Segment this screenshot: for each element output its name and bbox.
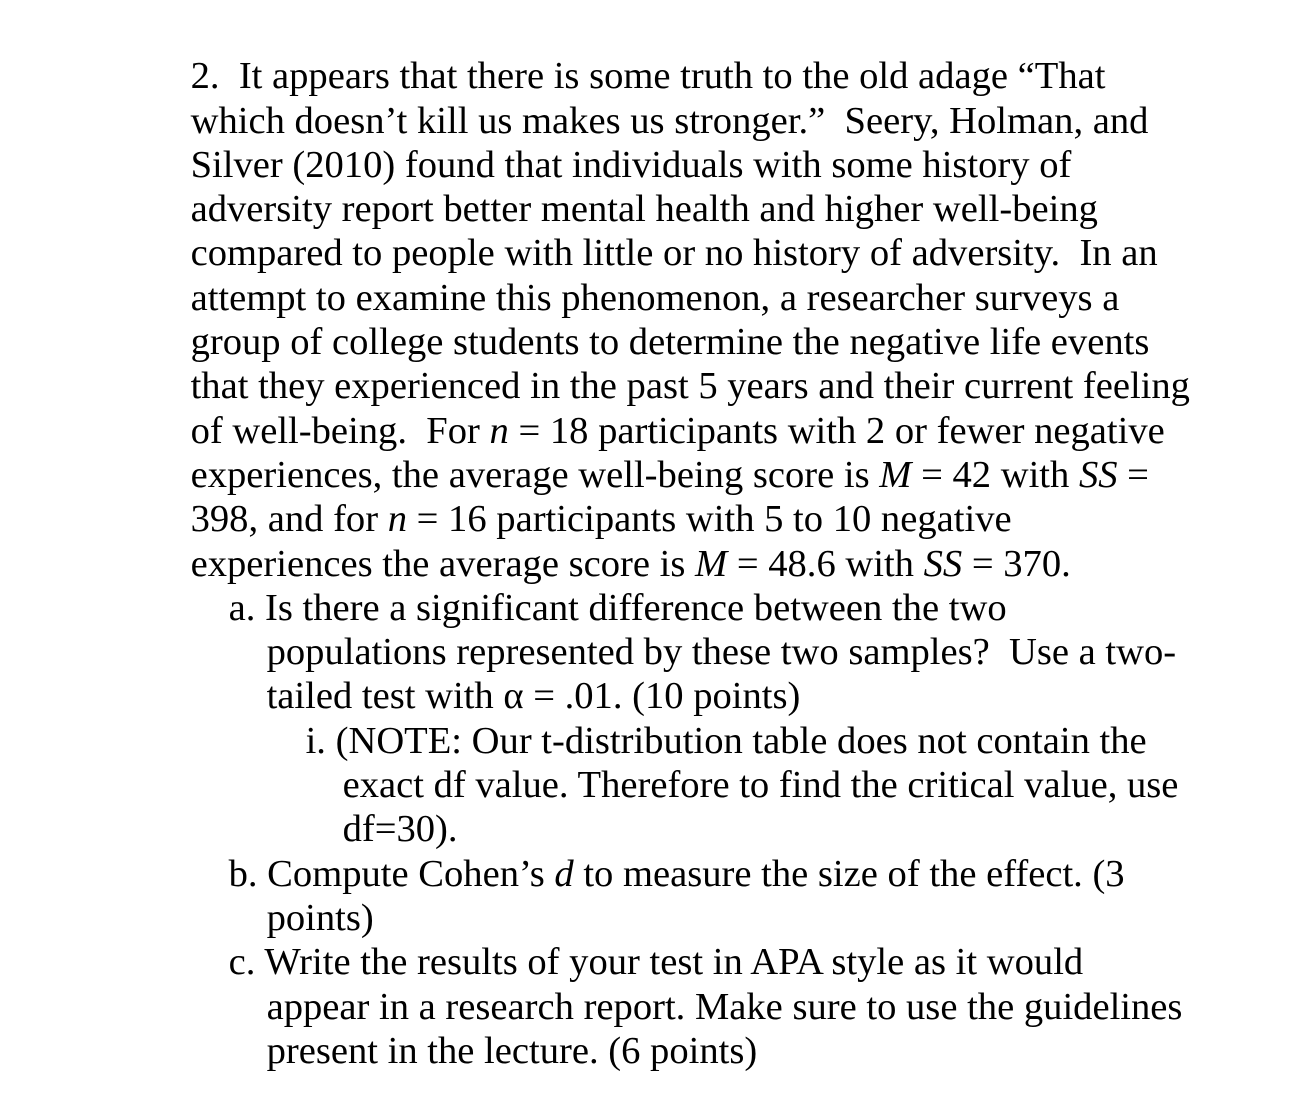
part-a-i-line	[304, 763, 458, 851]
part-c-line	[190, 896, 1084, 984]
stem-text: that they experienced in the past 5 years and their current feeling	[190, 365, 1190, 408]
part-b-line	[190, 807, 1125, 895]
stem-text: 398, and for	[190, 498, 388, 541]
stem-text: adversity report better mental health and higher well-being	[190, 188, 1098, 231]
question-stem-line	[152, 453, 1012, 541]
stem-text: = 42 with	[911, 453, 1079, 496]
symbol-ss: SS	[923, 542, 963, 585]
stem-text: experiences, the average well-being score is	[190, 453, 880, 496]
stem-text: which doesn’t kill us makes us stronger.” Seery, Holman, and	[190, 99, 1149, 142]
symbol-m: M	[695, 542, 728, 585]
part-a-line	[228, 630, 801, 718]
part-a-line	[190, 542, 1007, 629]
symbol-d: d	[554, 852, 574, 895]
stem-text: of well-being. For	[190, 409, 490, 452]
part-b-text: to measure the size of the effect. (3	[573, 852, 1125, 895]
symbol-m: M	[879, 453, 912, 496]
question-stem-line	[152, 10, 1106, 98]
part-b-text: points)	[266, 896, 374, 939]
question-stem-line	[152, 54, 1149, 142]
part-b-text: Compute Cohen’s	[267, 852, 555, 895]
question-stem-line	[152, 187, 1158, 275]
symbol-ss: SS	[1078, 453, 1118, 496]
symbol-n: n	[489, 409, 509, 452]
part-a-i-text: (NOTE: Our t-distribution table does not contain the	[335, 719, 1147, 762]
part-c-text: Write the results of your test in APA style as it would	[264, 941, 1084, 984]
stem-text: = 16 participants with 5 to 10 negative	[407, 498, 1012, 541]
part-c-text: present in the lecture. (6 points)	[266, 1029, 758, 1072]
question-stem-line	[152, 409, 1149, 496]
part-c-line	[228, 940, 1183, 1028]
part-a-marker: a.	[228, 586, 256, 629]
stem-text: compared to people with little or no history of adversity. In an	[190, 232, 1158, 275]
question-stem-line	[152, 364, 1165, 452]
part-a-i-line	[304, 719, 1179, 807]
question-stem-line	[152, 232, 1120, 319]
stem-text: =	[1117, 453, 1149, 496]
part-c-text: appear in a research report. Make sure to use the guidelines	[266, 985, 1183, 1028]
part-a-text: Is there a significant difference between the two	[265, 586, 1007, 629]
question-stem-line	[152, 99, 1072, 186]
part-c-line	[228, 985, 758, 1072]
stem-text: = 48.6 with	[727, 542, 924, 585]
part-b-marker: b.	[228, 852, 258, 895]
symbol-n: n	[387, 498, 408, 541]
question-stem-line	[152, 143, 1098, 231]
part-a-line	[228, 586, 1177, 674]
stem-text: Silver (2010) found that individuals with some history of	[190, 143, 1072, 186]
question-number: 2.	[190, 55, 220, 98]
part-b-line	[228, 852, 374, 939]
question-stem-line	[152, 276, 1150, 364]
stem-text: experiences the average score is	[190, 542, 696, 585]
question-stem-line	[152, 497, 1071, 585]
part-c-marker: c.	[228, 941, 256, 984]
question-stem-line	[152, 320, 1190, 408]
part-a-text: populations represented by these two samples? Use a two-	[266, 631, 1177, 674]
part-a-i-text: df=30).	[342, 808, 458, 851]
part-a-i-text: exact df value. Therefore to find the critical value, use	[342, 764, 1179, 807]
part-a-text: tailed test with α = .01. (10 points)	[266, 675, 801, 718]
stem-text: attempt to examine this phenomenon, a researcher surveys a	[190, 276, 1120, 319]
part-a-i-line	[267, 675, 1147, 762]
stem-text: It appears that there is some truth to the old adage “That	[238, 55, 1106, 98]
stem-text: group of college students to determine the negative life events	[190, 321, 1150, 364]
part-a-i-marker: i.	[305, 719, 326, 762]
stem-text: = 18 participants with 2 or fewer negative	[508, 409, 1165, 452]
stem-text: = 370.	[962, 542, 1071, 585]
